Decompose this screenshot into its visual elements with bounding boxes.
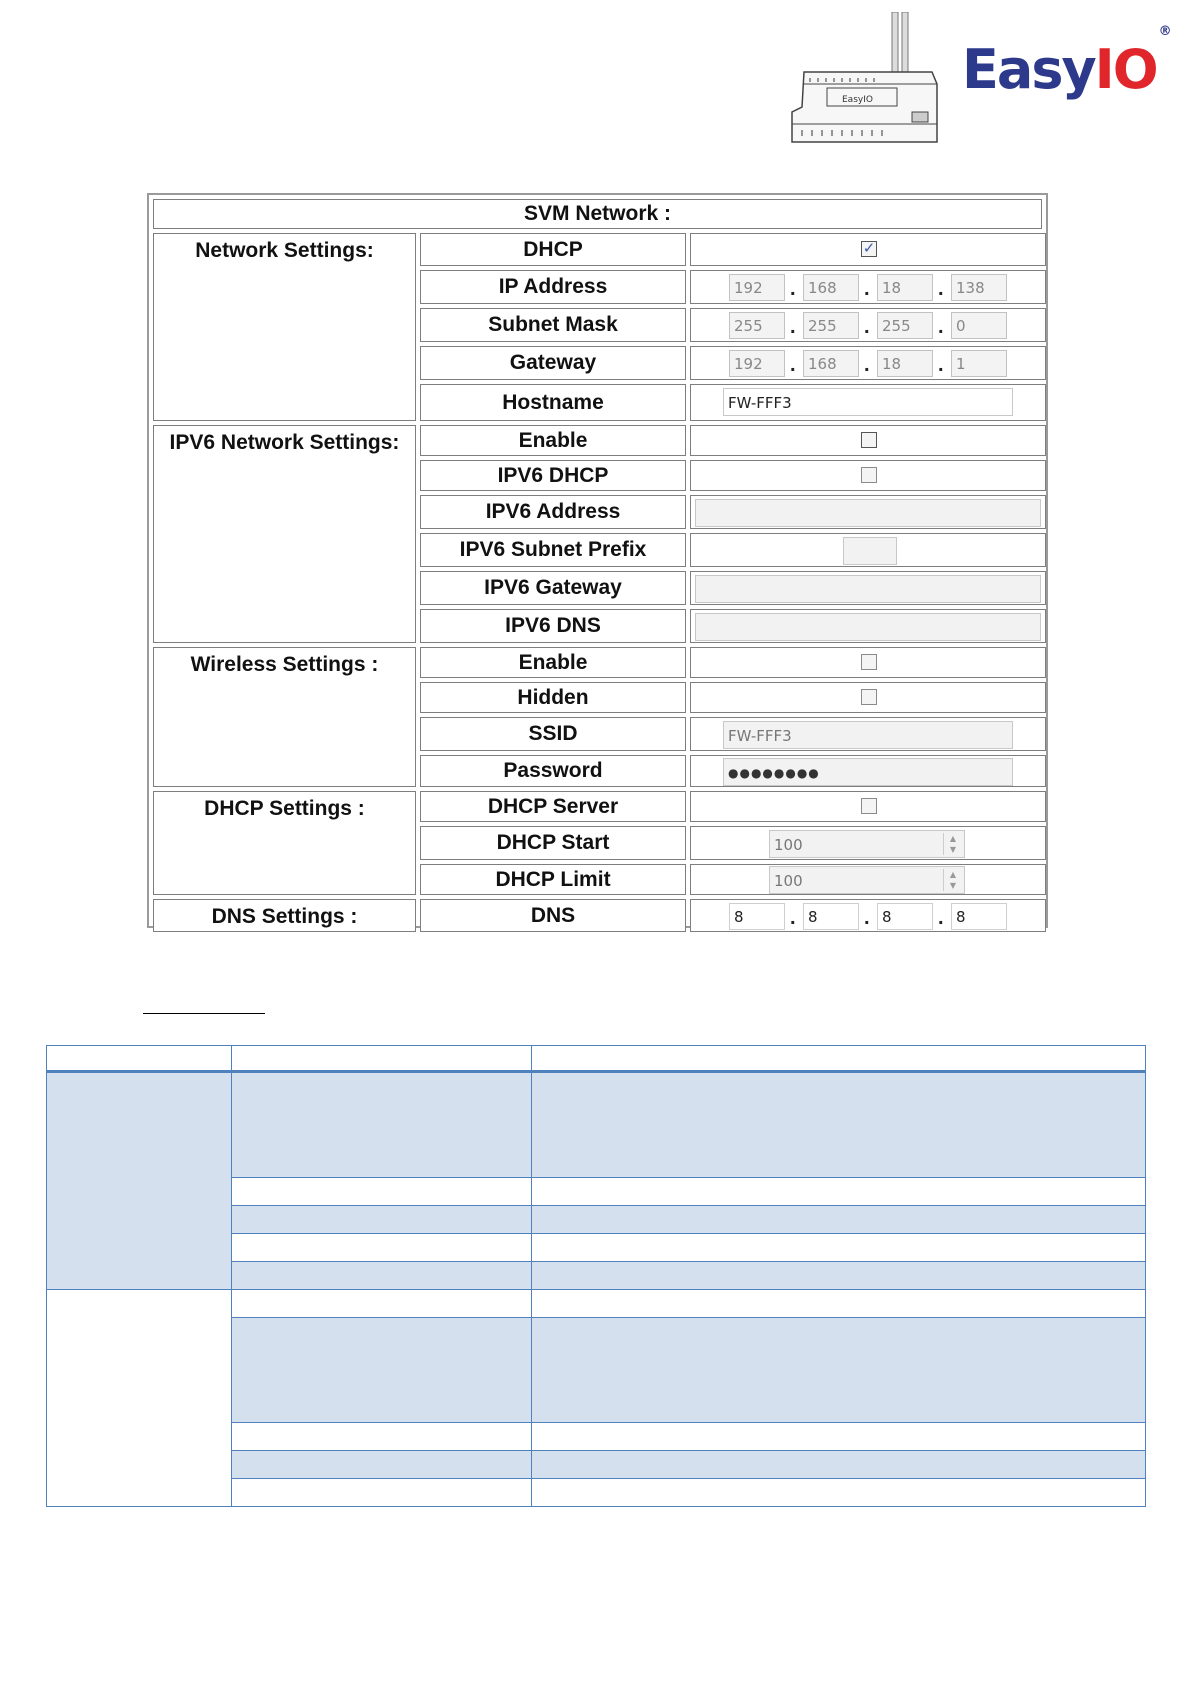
ip-separator: . (790, 316, 796, 338)
value-ipv6-enable (690, 425, 1046, 456)
table-cell (531, 1261, 1146, 1290)
table-cell (531, 1233, 1146, 1262)
wireless-hidden-checkbox[interactable] (861, 689, 877, 705)
dhcp-start-value: 100 (774, 836, 803, 854)
ip-octet-4[interactable]: 138 (951, 274, 1007, 301)
label-wireless-hidden: Hidden (420, 682, 686, 713)
table-cell (231, 1478, 532, 1507)
wireless-enable-checkbox[interactable] (861, 654, 877, 670)
table-cell (231, 1261, 532, 1290)
label-subnet-mask: Subnet Mask (420, 308, 686, 342)
label-gateway: Gateway (420, 346, 686, 380)
subnet-octet-2[interactable]: 255 (803, 312, 859, 339)
value-dhcp-limit (690, 864, 1046, 895)
label-ipv6-gateway: IPV6 Gateway (420, 571, 686, 605)
value-dhcp-start (690, 826, 1046, 860)
table-cell (231, 1317, 532, 1423)
label-password: Password (420, 755, 686, 787)
table-cell (231, 1450, 532, 1479)
ipv6-dhcp-checkbox[interactable] (861, 467, 877, 483)
ip-separator: . (938, 278, 944, 300)
ip-separator: . (790, 354, 796, 376)
table-cell (231, 1177, 532, 1206)
value-wireless-hidden (690, 682, 1046, 713)
table-cell (531, 1317, 1146, 1423)
gateway-octet-4[interactable]: 1 (951, 350, 1007, 377)
svm-network-title: SVM Network : (153, 199, 1042, 229)
table-cell (531, 1205, 1146, 1234)
easyio-logo (962, 24, 1170, 101)
subnet-octet-4[interactable]: 0 (951, 312, 1007, 339)
dns-octet-3[interactable]: 8 (877, 903, 933, 930)
heading-underline (143, 1013, 265, 1014)
gateway-octet-1[interactable]: 192 (729, 350, 785, 377)
svm-network-panel (147, 193, 1048, 928)
dhcp-server-checkbox[interactable] (861, 798, 877, 814)
ip-octet-1[interactable]: 192 (729, 274, 785, 301)
table-cell (531, 1422, 1146, 1451)
value-ipv6-subnet-prefix (690, 533, 1046, 567)
spinner-arrows-icon[interactable]: ▲ ▼ (943, 833, 962, 855)
gateway-octet-2[interactable]: 168 (803, 350, 859, 377)
ipv6-dns-input[interactable] (695, 613, 1041, 641)
label-ipv6-address: IPV6 Address (420, 495, 686, 529)
label-ssid: SSID (420, 717, 686, 751)
ipv6-enable-checkbox[interactable] (861, 432, 877, 448)
registered-mark: ® (1158, 24, 1170, 39)
dhcp-checkbox[interactable]: ✓ (862, 240, 876, 257)
value-ip-address (690, 270, 1046, 304)
value-hostname (690, 384, 1046, 421)
table-cell (231, 1233, 532, 1262)
value-dns (690, 899, 1046, 932)
label-ipv6-dns: IPV6 DNS (420, 609, 686, 643)
dhcp-start-spinbox[interactable] (769, 830, 965, 858)
table-cell (231, 1289, 532, 1318)
value-dhcp-server (690, 791, 1046, 822)
ip-octet-3[interactable]: 18 (877, 274, 933, 301)
value-ssid (690, 717, 1046, 751)
label-dhcp-limit: DHCP Limit (420, 864, 686, 895)
label-wireless-enable: Enable (420, 647, 686, 678)
brand-name-part2: IO (1094, 38, 1157, 101)
table-cell (531, 1478, 1146, 1507)
label-dns: DNS (420, 899, 686, 932)
ip-separator: . (864, 316, 870, 338)
ip-separator: . (790, 907, 796, 929)
ip-octet-2[interactable]: 168 (803, 274, 859, 301)
ip-separator: . (938, 907, 944, 929)
ipv6-subnet-prefix-input[interactable] (843, 537, 897, 565)
label-ip-address: IP Address (420, 270, 686, 304)
value-ipv6-address (690, 495, 1046, 529)
section-ipv6-network-settings: IPV6 Network Settings: (153, 425, 416, 643)
description-table (46, 1045, 1146, 1505)
value-ipv6-gateway (690, 571, 1046, 605)
label-ipv6-subnet-prefix: IPV6 Subnet Prefix (420, 533, 686, 567)
ipv6-address-input[interactable] (695, 499, 1041, 527)
value-ipv6-dhcp (690, 460, 1046, 491)
dhcp-limit-spinbox[interactable] (769, 866, 965, 894)
section-dhcp-settings: DHCP Settings : (153, 791, 416, 895)
controller-device-image (782, 12, 942, 152)
table-cell (531, 1072, 1146, 1178)
table-cell (231, 1072, 532, 1178)
table-cell (531, 1289, 1146, 1318)
password-input[interactable]: ●●●●●●●● (723, 758, 1013, 786)
value-wireless-enable (690, 647, 1046, 678)
ip-separator: . (864, 278, 870, 300)
table-cell (231, 1422, 532, 1451)
table-header-cell (231, 1045, 532, 1073)
section-wireless-settings: Wireless Settings : (153, 647, 416, 787)
value-gateway (690, 346, 1046, 380)
ip-separator: . (790, 278, 796, 300)
dhcp-limit-value: 100 (774, 872, 803, 890)
ipv6-gateway-input[interactable] (695, 575, 1041, 603)
value-dhcp (690, 233, 1046, 266)
label-dhcp: DHCP (420, 233, 686, 266)
table-group-cell (46, 1289, 232, 1507)
dns-octet-4[interactable]: 8 (951, 903, 1007, 930)
subnet-octet-3[interactable]: 255 (877, 312, 933, 339)
ssid-input[interactable]: FW-FFF3 (723, 721, 1013, 749)
dns-octet-2[interactable]: 8 (803, 903, 859, 930)
label-dhcp-start: DHCP Start (420, 826, 686, 860)
hostname-input[interactable]: FW-FFF3 (723, 388, 1013, 416)
ip-separator: . (938, 316, 944, 338)
section-dns-settings: DNS Settings : (153, 899, 416, 932)
section-network-settings: Network Settings: (153, 233, 416, 421)
value-subnet-mask (690, 308, 1046, 342)
subnet-octet-1[interactable]: 255 (729, 312, 785, 339)
brand-name-part1: Easy (962, 38, 1095, 101)
table-cell (231, 1205, 532, 1234)
spinner-arrows-icon[interactable]: ▲ ▼ (943, 869, 962, 891)
table-header-cell (46, 1045, 232, 1073)
value-ipv6-dns (690, 609, 1046, 643)
label-dhcp-server: DHCP Server (420, 791, 686, 822)
ip-separator: . (864, 354, 870, 376)
table-header-cell (531, 1045, 1146, 1073)
table-group-cell (46, 1072, 232, 1290)
ip-separator: . (864, 907, 870, 929)
value-password (690, 755, 1046, 787)
table-cell (531, 1450, 1146, 1479)
ip-separator: . (938, 354, 944, 376)
svg-text:EasyIO: EasyIO (842, 95, 873, 105)
label-hostname: Hostname (420, 384, 686, 421)
table-cell (531, 1177, 1146, 1206)
dns-octet-1[interactable]: 8 (729, 903, 785, 930)
gateway-octet-3[interactable]: 18 (877, 350, 933, 377)
label-ipv6-enable: Enable (420, 425, 686, 456)
label-ipv6-dhcp: IPV6 DHCP (420, 460, 686, 491)
